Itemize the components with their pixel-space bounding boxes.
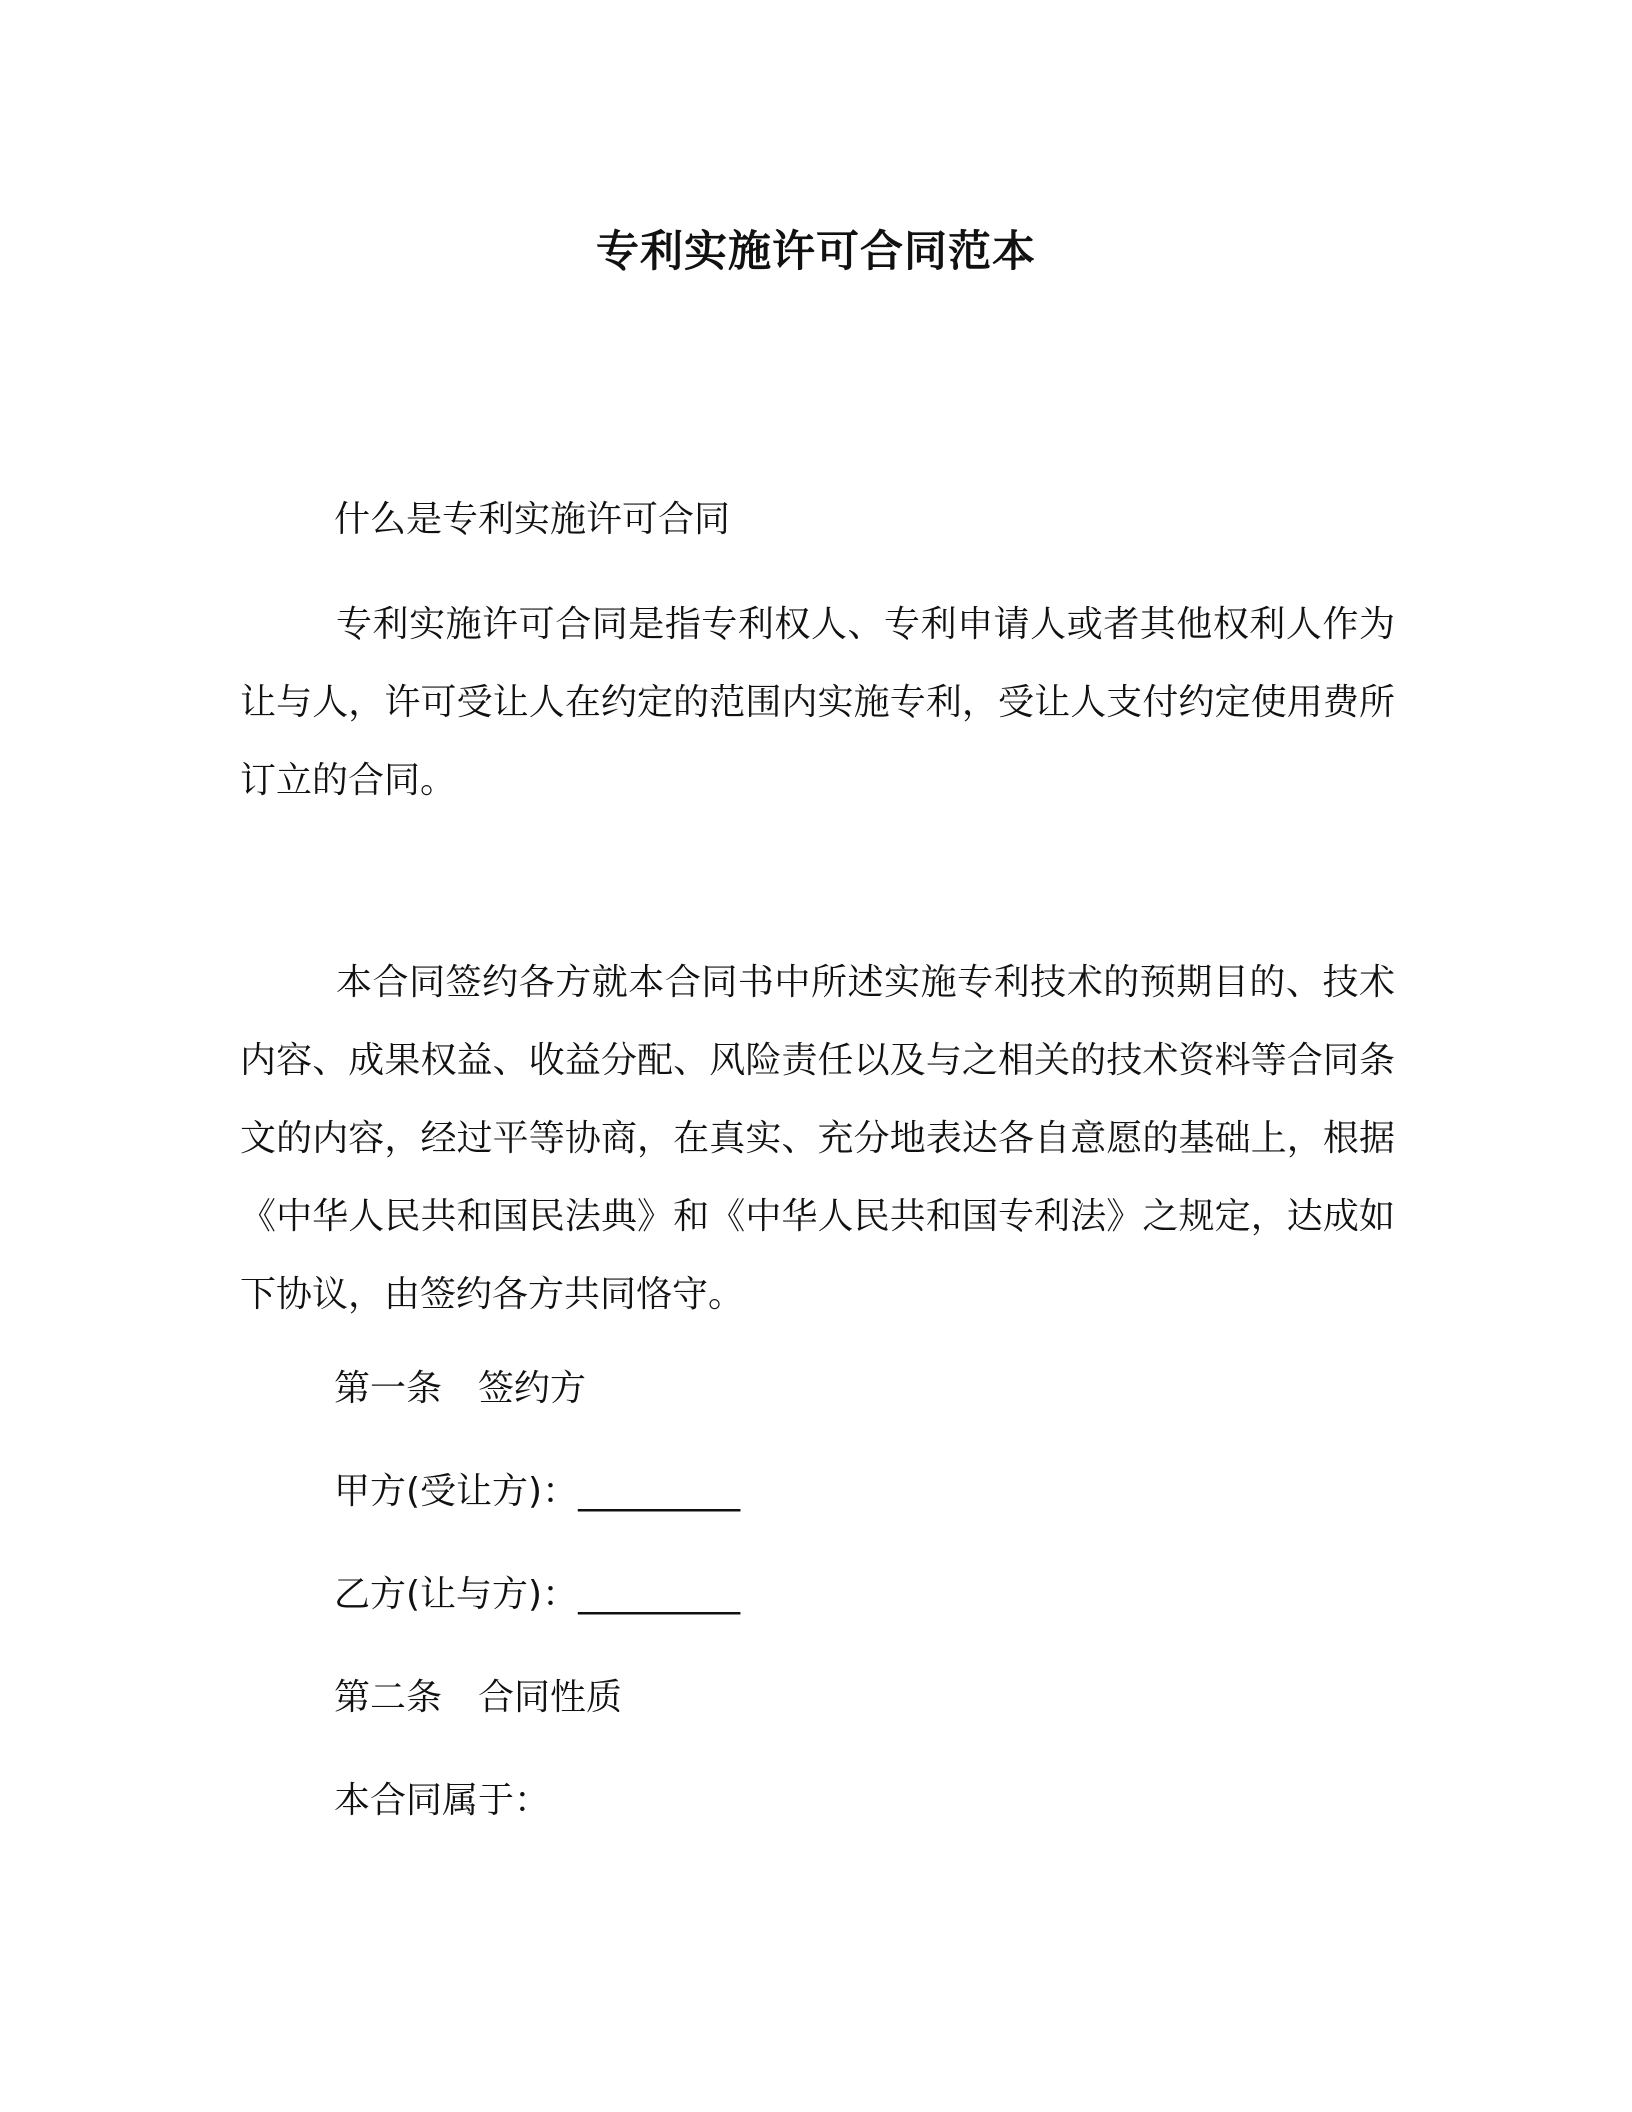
party-a-line: 甲方(受让方)：_________ (334, 1471, 741, 1512)
preamble-paragraph: 本合同签约各方就本合同书中所述实施专利技术的预期目的、技术内容、成果权益、收益分配、风险责任以及与之相关的技术资料等合同条文的内容，经过平等协商，在真实、充分地表达各自意愿的基础上，根据《中华人民共和国民法典》和《中华人民共和国专利法》之规定，达成如下协议，由签约各方共同恪守。 (240, 962, 1395, 1315)
section-heading: 什么是专利实施许可合同 (334, 499, 731, 540)
article1-heading: 第一条 签约方 (334, 1368, 587, 1409)
definition-paragraph: 专利实施许可合同是指专利权人、专利申请人或者其他权利人作为让与人，许可受让人在约定的范围内实施专利，受让人支付约定使用费所订立的合同。 (240, 604, 1395, 801)
article2-heading: 第二条 合同性质 (334, 1677, 623, 1718)
document-title: 专利实施许可合同范本 (596, 227, 1036, 277)
contract-belongs-line: 本合同属于： (334, 1780, 551, 1821)
party-b-line: 乙方(让与方)：_________ (334, 1574, 741, 1615)
